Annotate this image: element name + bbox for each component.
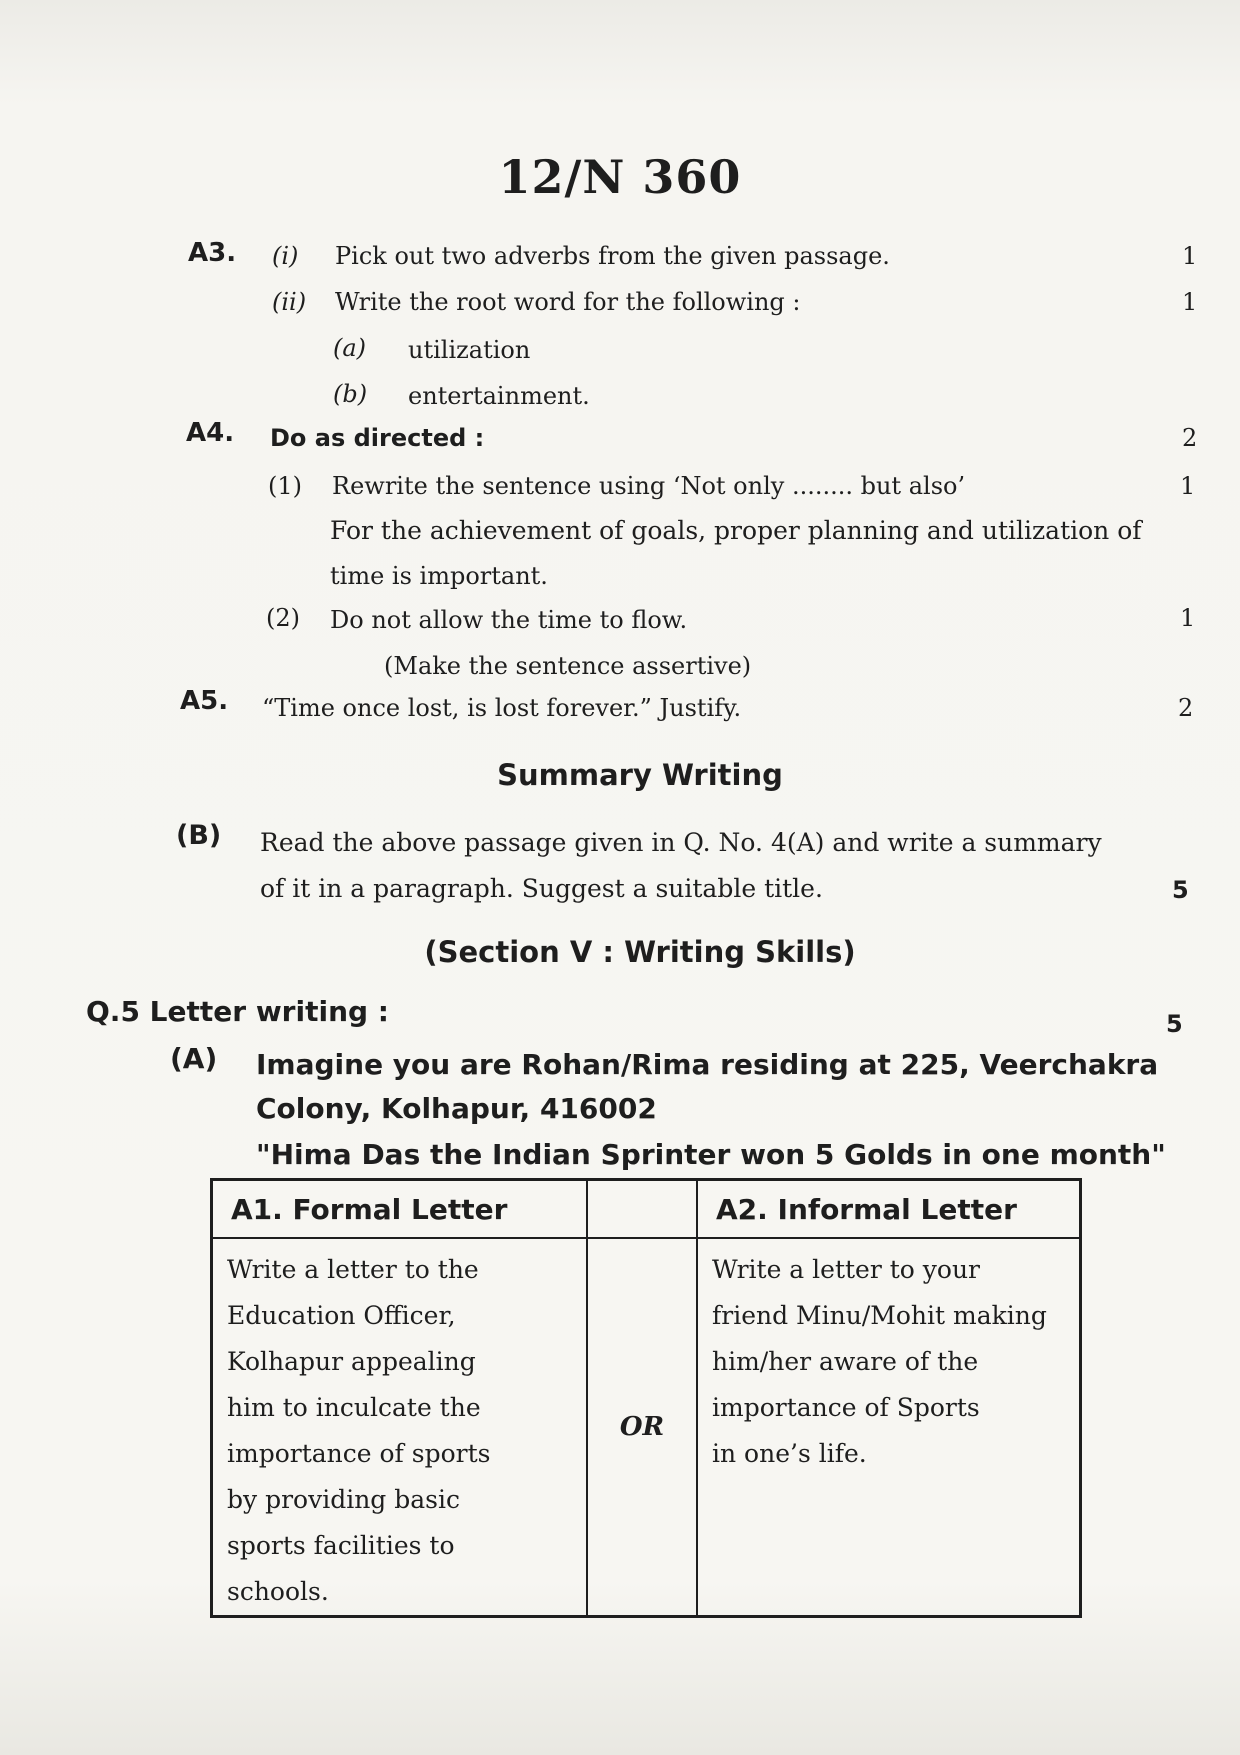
a4-1-sentence-line2: time is important.	[330, 562, 548, 590]
letter-options-table	[210, 1178, 1082, 1618]
a4-1-mark: 1	[1180, 472, 1196, 500]
q5-mark: 5	[1166, 1010, 1183, 1038]
a3-ii-text: Write the root word for the following :	[335, 288, 801, 316]
informal-letter-cell	[697, 1238, 1081, 1617]
summary-line2: of it in a paragraph. Suggest a suitable title.	[260, 874, 823, 903]
summary-b-label: (B)	[176, 820, 222, 851]
a3-ii-mark: 1	[1182, 288, 1198, 316]
formal-letter-cell	[212, 1238, 588, 1617]
q5-a-quote: "Hima Das the Indian Sprinter won 5 Golds in one month"	[256, 1138, 1166, 1171]
formal-letter-header: A1. Formal Letter	[212, 1180, 588, 1239]
a3-b-text: entertainment.	[408, 382, 590, 410]
q5-a-line1: Imagine you are Rohan/Rima residing at 225, Veerchakra	[256, 1048, 1159, 1081]
q5-a-label: (A)	[170, 1042, 218, 1075]
a3-b-number: (b)	[333, 380, 368, 408]
q5-a-line2: Colony, Kolhapur, 416002	[256, 1092, 657, 1125]
a3-i-text: Pick out two adverbs from the given passage.	[335, 242, 890, 270]
a4-2-mark: 1	[1180, 604, 1196, 632]
a5-text: “Time once lost, is lost forever.” Justify.	[262, 694, 742, 722]
a4-1-text: Rewrite the sentence using ‘Not only ........ but also’	[332, 472, 966, 500]
a3-ii-number: (ii)	[272, 288, 307, 316]
a4-2-note: (Make the sentence assertive)	[384, 652, 752, 680]
a4-1-sentence-line1: For the achievement of goals, proper planning and utilization of	[330, 516, 1142, 545]
a3-i-mark: 1	[1182, 242, 1198, 270]
a4-instruction: Do as directed :	[270, 424, 485, 452]
a4-2-number: (2)	[266, 604, 300, 632]
a3-a-text: utilization	[408, 336, 531, 364]
page-code: 12/N 360	[498, 150, 742, 204]
section-v-heading: (Section V : Writing Skills)	[424, 935, 856, 969]
summary-mark: 5	[1172, 876, 1189, 904]
formal-letter-text: Write a letter to the Education Officer, Kolhapur appealing him to inculcate the importance of sports by providing basic sports facilities to schools.	[227, 1255, 491, 1606]
or-header-blank	[587, 1180, 697, 1239]
or-label: OR	[587, 1238, 697, 1617]
question-a3-label: A3.	[188, 238, 237, 268]
a3-a-number: (a)	[333, 334, 367, 362]
a3-i-number: (i)	[272, 242, 299, 270]
summary-heading: Summary Writing	[497, 758, 783, 792]
question-a4-label: A4.	[186, 418, 235, 448]
informal-letter-text: Write a letter to your friend Minu/Mohit making him/her aware of the importance of Sports in one’s life.	[712, 1255, 1047, 1468]
a4-mark: 2	[1182, 424, 1198, 452]
summary-line1: Read the above passage given in Q. No. 4(A) and write a summary	[260, 828, 1102, 857]
a5-mark: 2	[1178, 694, 1194, 722]
q5-label: Q.5 Letter writing :	[86, 995, 389, 1028]
a4-1-number: (1)	[268, 472, 302, 500]
a4-2-text: Do not allow the time to flow.	[330, 606, 688, 634]
informal-letter-header: A2. Informal Letter	[697, 1180, 1081, 1239]
question-a5-label: A5.	[180, 686, 229, 716]
